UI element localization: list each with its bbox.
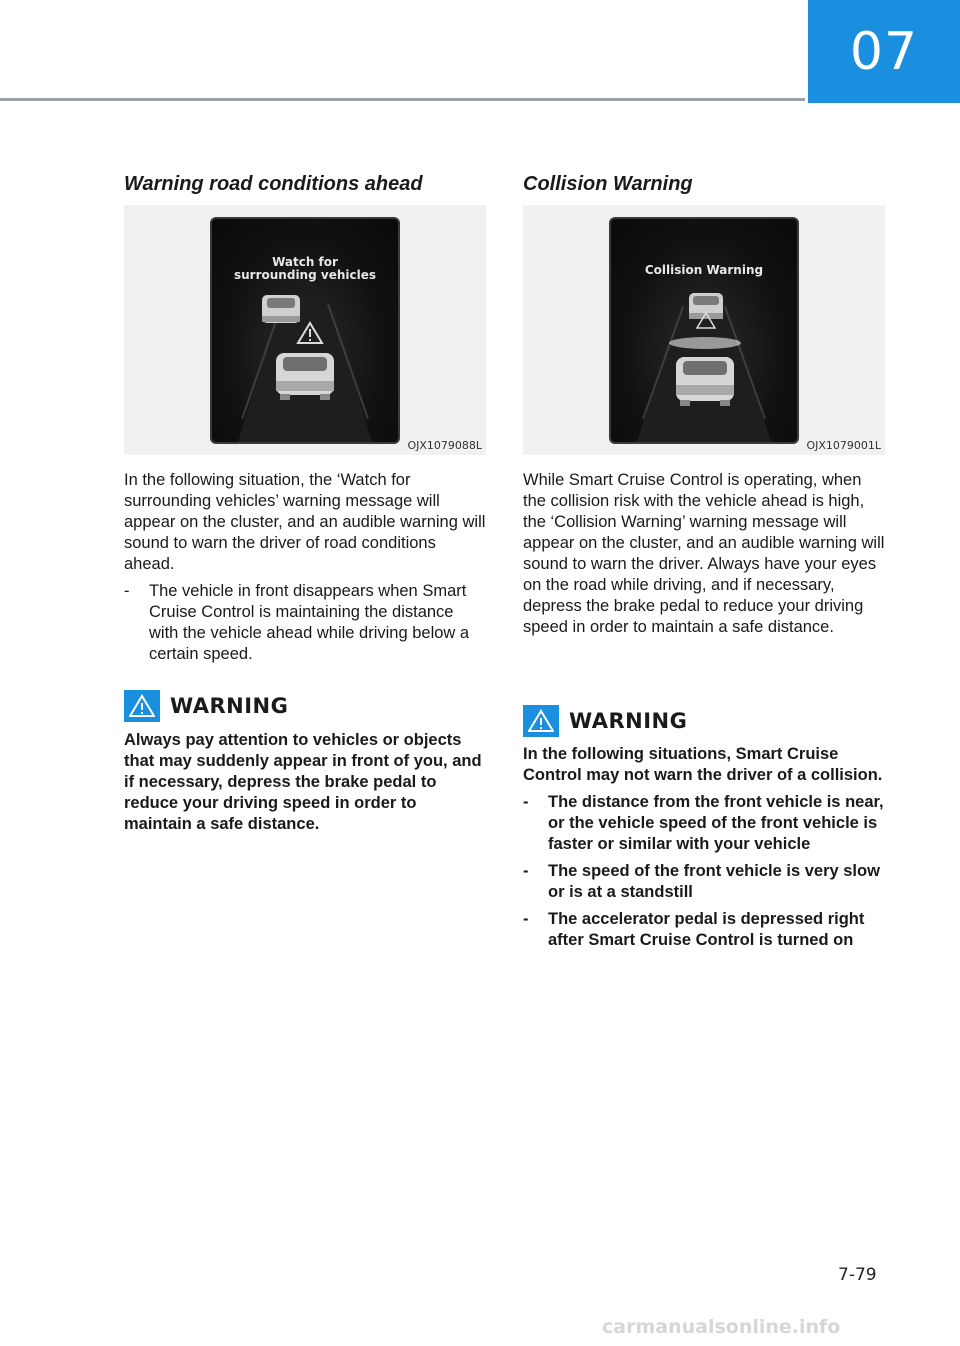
right-warning-list	[523, 792, 887, 951]
list-item	[523, 861, 887, 903]
own-car-icon	[676, 357, 734, 406]
road-illustration	[611, 219, 797, 442]
list-item-text: The distance from the front vehicle is near, or the vehicle speed of the front vehicle is faster or similar with your vehicle	[548, 793, 884, 853]
list-dash: -	[124, 582, 130, 600]
list-dash: -	[523, 910, 529, 928]
right-paragraph: While Smart Cruise Control is operating, when the collision risk with the vehicle ahead is high, the ‘Collision Warning’ warning message will appear on the cluster, and an audible warning will sound to warn the driver. Always have your eyes on the road while driving, and if necessary, depress the brake pedal to reduce your driving speed in order to maintain a safe distance.	[523, 471, 885, 636]
page-number: 7-79	[838, 1265, 877, 1285]
warning-triangle-icon	[129, 694, 155, 718]
list-dash: -	[523, 862, 529, 880]
list-item-text: The vehicle in front disappears when Smart Cruise Control is maintaining the distance with the vehicle ahead while driving below a certain speed.	[149, 582, 470, 663]
list-item	[124, 581, 486, 665]
front-car-icon	[689, 293, 723, 319]
figure-code: OJX1079088L	[407, 439, 482, 452]
cluster-screen	[609, 217, 799, 444]
watermark: carmanualsonline.info	[602, 1316, 841, 1338]
right-body	[523, 470, 885, 638]
warning-intro: In the following situations, Smart Cruise Control may not warn the driver of a collision.	[523, 745, 883, 784]
warning-label: WARNING	[170, 694, 289, 718]
screen-message-line1: Watch for	[272, 255, 338, 269]
list-dash: -	[523, 793, 529, 811]
section-title-road-conditions: Warning road conditions ahead	[124, 173, 423, 195]
warning-icon	[124, 690, 160, 722]
right-warning-header	[523, 705, 687, 737]
left-warning-text	[124, 730, 488, 835]
right-warning-text	[523, 744, 887, 957]
list-item-text: The accelerator pedal is depressed right after Smart Cruise Control is turned on	[548, 910, 865, 949]
left-paragraph: In the following situation, the ‘Watch for surrounding vehicles’ warning message will appear on the cluster, and an audible warning will sound to warn the driver of road conditions ahead.	[124, 471, 486, 573]
left-situation-list	[124, 581, 486, 665]
chapter-number: 07	[849, 21, 919, 82]
warning-triangle-icon	[528, 709, 554, 733]
warning-body: Always pay attention to vehicles or objects that may suddenly appear in front of you, and if necessary, depress the brake pedal to reduce your driving speed in order to maintain a safe distance.	[124, 731, 482, 833]
warning-label: WARNING	[569, 709, 688, 733]
section-title-collision-warning: Collision Warning	[523, 173, 693, 195]
list-item	[523, 909, 887, 951]
list-item-text: The speed of the front vehicle is very slow or is at a standstill	[548, 862, 880, 901]
cluster-figure-collision	[523, 205, 885, 455]
cluster-screen	[210, 217, 400, 444]
road-illustration	[212, 219, 398, 442]
figure-code: OJX1079001L	[806, 439, 881, 452]
screen-message-line1: Collision Warning	[644, 263, 764, 277]
chapter-tab	[808, 0, 960, 103]
screen-message-line2: surrounding vehicles	[234, 268, 376, 282]
cluster-figure-watch	[124, 205, 486, 455]
front-car-icon	[262, 295, 300, 323]
left-body	[124, 470, 486, 671]
left-warning-header	[124, 690, 288, 722]
header-rule	[0, 98, 805, 101]
warning-icon	[523, 705, 559, 737]
list-item	[523, 792, 887, 855]
own-car-icon	[276, 353, 334, 400]
